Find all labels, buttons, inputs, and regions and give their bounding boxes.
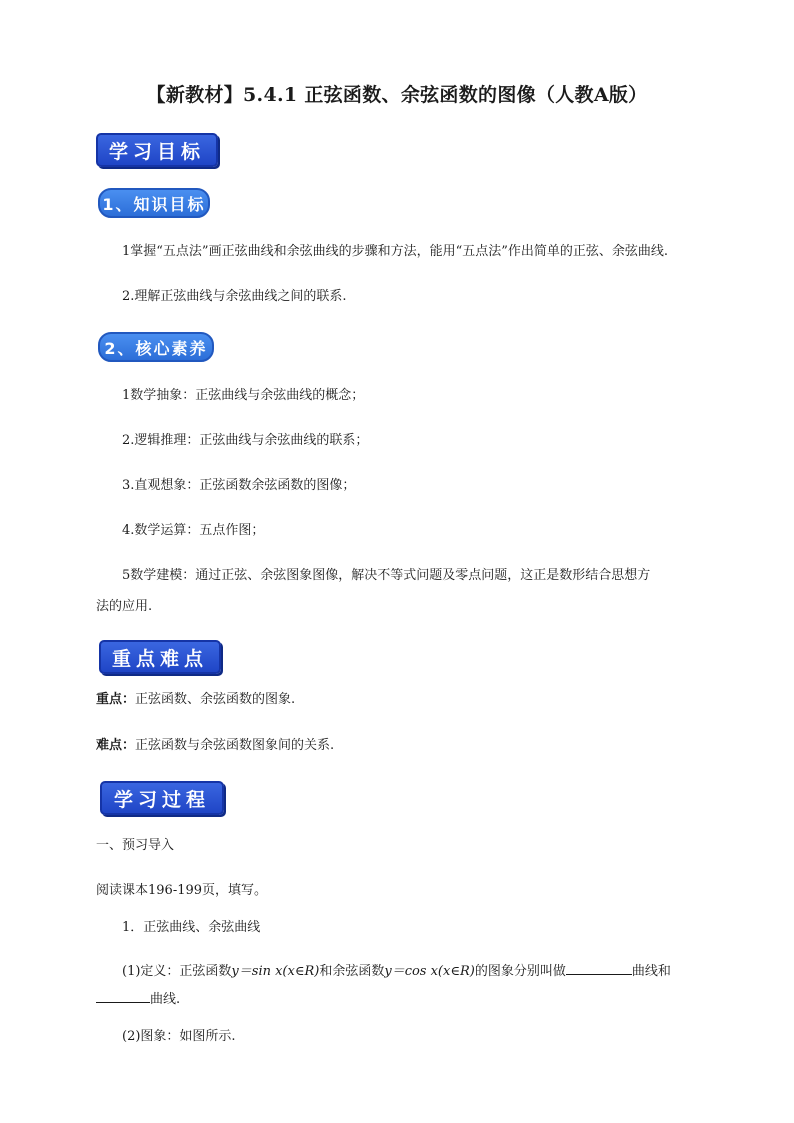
process-part-1: 一、预习导入	[96, 838, 175, 853]
section-badge-learning-process: 学习过程	[100, 781, 224, 815]
item-1-heading: 1．正弦曲线、余弦曲线	[122, 920, 261, 935]
difficulty-label: 难点：	[96, 738, 136, 753]
key-point-line	[96, 690, 295, 710]
definition-text-a: (1)定义：正弦函数	[122, 964, 232, 979]
literacy-item-5: 5数学建模：通过正弦、余弦图象图像，解决不等式问题及零点问题，这正是数形结合思想方	[122, 568, 651, 583]
knowledge-item-1: 1掌握“五点法”画正弦曲线和余弦曲线的步骤和方法，能用“五点法”作出简单的正弦、余弦曲线.	[122, 244, 668, 259]
reading-instruction: 阅读课本196-199页，填写。	[96, 883, 268, 898]
definition-line-2	[96, 988, 180, 1010]
subsection-badge-knowledge-goals: 1、知识目标	[98, 188, 210, 218]
document-title: 【新教材】5.4.1 正弦函数、余弦函数的图像（人教A版）	[146, 84, 648, 106]
key-point-label: 重点：	[96, 692, 136, 707]
definition-text-b: 和余弦函数	[319, 964, 385, 979]
sine-function-formula: y＝sin x(x∈R)	[231, 964, 320, 979]
difficulty-text: 正弦函数与余弦函数图象间的关系.	[135, 738, 335, 753]
literacy-item-4: 4.数学运算：五点作图；	[122, 523, 265, 538]
literacy-item-2: 2.逻辑推理：正弦曲线与余弦曲线的联系；	[122, 433, 369, 448]
subsection-badge-core-literacy: 2、核心素养	[98, 332, 214, 362]
difficulty-line	[96, 736, 334, 756]
literacy-item-5-continued: 法的应用.	[96, 599, 153, 614]
literacy-item-1: 1数学抽象：正弦曲线与余弦曲线的概念；	[122, 388, 365, 403]
fill-blank-1[interactable]	[566, 960, 632, 975]
fill-blank-2[interactable]	[96, 988, 150, 1003]
key-point-text: 正弦函数、余弦函数的图象.	[135, 692, 296, 707]
cosine-function-formula: y＝cos x(x∈R)	[384, 964, 475, 979]
definition-text-e: 曲线.	[150, 992, 181, 1007]
section-badge-learning-goals: 学习目标	[96, 133, 218, 167]
section-badge-key-points: 重点难点	[99, 640, 221, 674]
literacy-item-3: 3.直观想象：正弦函数余弦函数的图像；	[122, 478, 356, 493]
definition-text-c: 的图象分别叫做	[474, 964, 566, 979]
graph-caption: (2)图象：如图所示.	[122, 1029, 236, 1044]
definition-text-d: 曲线和	[631, 964, 671, 979]
knowledge-item-2: 2.理解正弦曲线与余弦曲线之间的联系.	[122, 289, 347, 304]
definition-line	[122, 960, 671, 982]
